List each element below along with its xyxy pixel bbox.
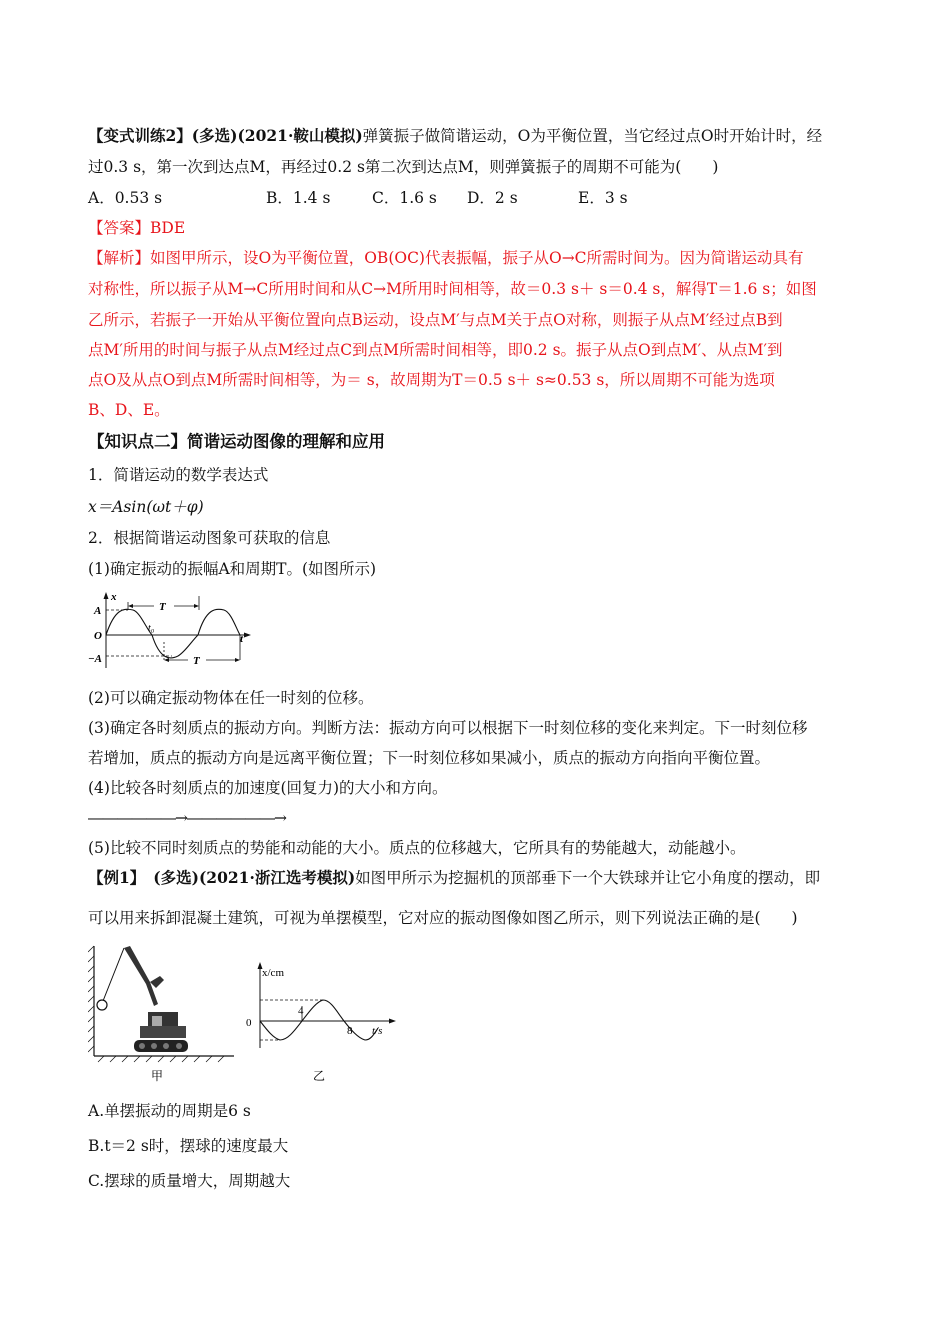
analysis-text-1: 如图甲所示，设O为平衡位置，OB(OC)代表振幅，振子从O→C所需时间为。因为简谐运动具有 [150,249,804,267]
analysis-line-4: 点M′所用的时间与振子从点M经过点C到点M所需时间相等，即0.2 s。振子从点O到点M′、从点M′到 [88,341,783,359]
q2-option-e: E．3 s [578,189,628,207]
analysis-label: 【解析】 [88,249,151,267]
kp2-line-8: (5)比较不同时刻质点的势能和动能的大小。质点的位移越大，它所具有的势能越大，动能越小。 [88,839,746,857]
kp2-line-1: 1．简谐运动的数学表达式 [88,466,269,484]
q2-option-b: B．1.4 s [266,189,331,207]
kp2-line-2: 2．根据简谐运动图象可获取的信息 [88,529,331,547]
ex1-option-c: C.摆球的质量增大，周期越大 [88,1172,291,1190]
q2-stem-2: 过0.3 s，第一次到达点M，再经过0.2 s第二次到达点M，则弹簧振子的周期不可能为( ) [88,158,719,176]
ex1-tag: 【例1】 [88,868,146,887]
fig1-label-x: x [111,591,117,603]
q2-stem-1: 弹簧振子做简谐运动，O为平衡位置，当它经过点O时开始计时，经 [362,127,823,145]
fig2-label-zero: 0 [246,1017,252,1029]
q2-option-a: A．0.53 s [88,189,163,207]
kp2-line-7: (4)比较各时刻质点的加速度(回复力)的大小和方向。 [88,779,448,797]
amplitude-period-figure [88,590,253,670]
kp2-formula: x＝Asin(ωt＋φ) [88,498,204,516]
kp2-line-4: (2)可以确定振动物体在任一时刻的位移。 [88,689,374,707]
wall-hatch [88,946,94,1052]
ex1-option-a: A.单摆振动的周期是6 s [88,1102,251,1120]
analysis-line-2: 对称性，所以振子从M→C所用时间和从C→M所用时间相等，故＝0.3 s＋ s＝0.4 s，解得T＝1.6 s；如图 [88,280,817,298]
fig1-label-t0: t₀ [148,623,155,634]
ground-hatch [98,1056,224,1062]
fig1-label-o: O [94,630,102,642]
iron-ball [97,1000,107,1010]
fig-a-caption: 甲 [151,1069,164,1083]
fig-b-caption: 乙 [313,1069,326,1083]
excavator-figure [88,942,238,1084]
fig2-label-eight: 8 [347,1025,353,1037]
fig1-x-arrow [244,633,251,638]
fig1-wave [106,609,240,658]
analysis-line-5: 点O及从点O到点M所需时间相等，为＝ s，故周期为T＝0.5 s＋ s≈0.53 s，所以周期不可能为选项 [88,371,775,389]
kp2-title: 【知识点二】简谐运动图像的理解和应用 [88,432,385,451]
ex1-stem-1: 如图甲所示为挖掘机的顶部垂下一个大铁球并让它小角度的摆动，即 [355,869,821,887]
analysis-line-6: B、D、E。 [88,401,170,419]
q2-option-c: C．1.6 s [372,189,437,207]
q2-source: (多选)(2021·鞍山模拟) [191,126,363,145]
fig2-wave [260,1000,378,1040]
analysis-line-3: 乙所示，若振子一开始从平衡位置向点B运动，设点M′与点M关于点O对称，则振子从点M′经过点B到 [88,311,783,329]
analysis-line-1 [88,248,804,268]
answer-label: 【答案】 [88,219,151,237]
fig2-label-y: x/cm [262,967,284,979]
answer-value: BDE [150,219,186,237]
fig2-label-t: t/s [372,1025,383,1037]
fig2-label-four: 4 [298,1005,304,1017]
fig1-label-t2: T [193,655,200,667]
ex1-source: (多选)(2021·浙江选考模拟) [153,868,356,887]
fig1-label-neg-a: −A [88,653,103,665]
kp2-line-3: (1)确定振动的振幅A和周期T。(如图所示) [88,560,377,578]
ex1-line1 [88,868,820,888]
excavator-arm [124,946,158,1006]
q2-tag: 【变式训练2】 [88,126,192,145]
vibration-graph-figure [240,960,400,1084]
kp2-line-5: (3)确定各时刻质点的振动方向。判断方法：振动方向可以根据下一时刻位移的变化来判定。下一时刻位移 [88,719,808,737]
fig1-y-arrow [104,592,109,599]
q2-option-d: D．2 s [467,189,518,207]
kp2-line-6: 若增加，质点的振动方向是远离平衡位置；下一时刻位移如果减小，质点的振动方向指向平衡位置。 [88,749,771,767]
fig1-label-a: A [94,605,102,617]
ex1-stem-2: 可以用来拆卸混凝土建筑，可视为单摆模型，它对应的振动图像如图乙所示，则下列说法正确的是( ) [88,909,798,927]
q2-line1 [88,126,822,146]
ex1-option-b: B.t＝2 s时，摆球的速度最大 [88,1137,289,1155]
pendulum-cable [103,948,124,1001]
kp2-arrows: ――――――→――――――→ [88,809,286,827]
answer-line [88,218,185,238]
fig1-label-t1: T [159,601,166,613]
excavator-body [140,1026,186,1038]
fig1-label-t-axis: t [240,633,244,645]
